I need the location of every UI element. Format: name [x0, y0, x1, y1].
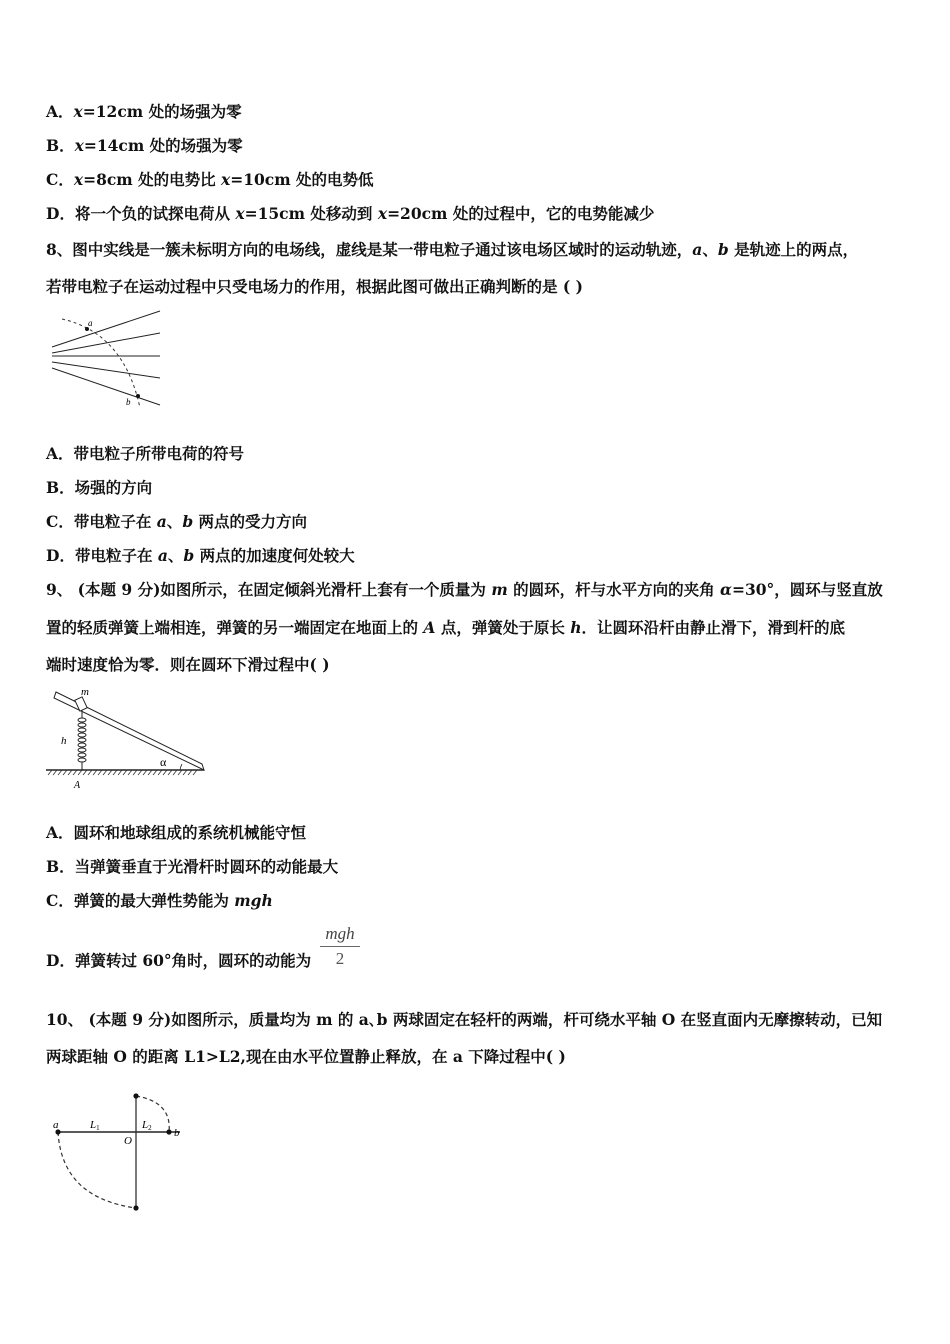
q8-stem-line1: 8、图中实线是一簇未标明方向的电场线，虚线是某一带电粒子通过该电场区域时的运动轨迹，a、b 是轨迹上的两点， [46, 240, 859, 259]
ball-b-top-position [133, 1093, 138, 1098]
q10-stem-line1: 10、 (本题 9 分)如图所示，质量均为 m 的 a､b 两球固定在轻杆的两端，杆可绕水平轴 O 在竖直面内无摩擦转动，已知 [46, 1010, 883, 1029]
label-L1: L1 [90, 1119, 100, 1132]
q9-stem-line1: 9、 (本题 9 分)如图所示，在固定倾斜光滑杆上套有一个质量为 m 的圆环，杆与水平方向的夹角 α=30°，圆环与竖直放 [46, 580, 883, 599]
q7-option-d: D．将一个负的试探电荷从 x=15cm 处移动到 x=20cm 处的过程中，它的电势能减少 [46, 204, 655, 223]
field-line [52, 362, 160, 378]
q9-option-a: A．圆环和地球组成的系统机械能守恒 [46, 823, 307, 842]
q8-option-c: C．带电粒子在 a、b 两点的受力方向 [46, 512, 308, 531]
label-a: a [53, 1119, 59, 1131]
angle-arc [180, 764, 182, 770]
field-line [52, 368, 160, 405]
q7-option-a: A．x=12cm 处的场强为零 [46, 102, 242, 121]
path-b-dashed [136, 1096, 169, 1132]
fraction-numerator: mgh [325, 924, 355, 943]
ball-b [166, 1129, 171, 1134]
q8-option-d: D．带电粒子在 a、b 两点的加速度何处较大 [46, 546, 355, 565]
q10-rotating-rod-figure [44, 1088, 194, 1218]
fraction-bar [320, 946, 360, 947]
point-a-label: a [88, 318, 93, 328]
q8-option-a: A．带电粒子所带电荷的符号 [46, 444, 245, 463]
q9-incline-spring-figure [44, 684, 214, 792]
label-A: A [74, 780, 81, 791]
fraction-mgh-over-2 [320, 924, 360, 969]
q7-option-c: C．x=8cm 处的电势比 x=10cm 处的电势低 [46, 170, 374, 189]
ball-a-bottom-position [133, 1205, 138, 1210]
q9-option-d: D．弹簧转过 60°角时，圆环的动能为 [46, 951, 312, 970]
q9-stem-line2: 置的轻质弹簧上端相连，弹簧的另一端固定在地面上的 A 点，弹簧处于原长 h．让圆环沿杆由静止滑下，滑到杆的底 [46, 618, 846, 637]
point-b-label: b [126, 397, 131, 407]
q8-option-b: B．场强的方向 [46, 478, 153, 497]
q8-field-lines-figure [44, 305, 174, 415]
fraction-denominator: 2 [335, 949, 345, 968]
label-O: O [124, 1135, 132, 1147]
q9-stem-line3: 端时速度恰为零．则在圆环下滑过程中( ) [46, 655, 330, 674]
field-line [52, 333, 160, 353]
spring [78, 710, 86, 770]
q9-option-c: C．弹簧的最大弹性势能为 mgh [46, 891, 273, 910]
q7-option-b: B．x=14cm 处的场强为零 [46, 136, 243, 155]
label-b: b [174, 1127, 180, 1139]
label-m: m [81, 686, 89, 698]
q8-stem-line2: 若带电粒子在运动过程中只受电场力的作用，根据此图可做出正确判断的是 ( ) [46, 277, 583, 296]
point-b-dot [136, 394, 140, 398]
label-L2: L2 [142, 1119, 152, 1132]
label-alpha: α [160, 755, 167, 769]
label-h: h [61, 735, 67, 747]
q10-stem-line2: 两球距轴 O 的距离 L1>L2,现在由水平位置静止释放，在 a 下降过程中( ) [46, 1047, 566, 1066]
q9-option-b: B．当弹簧垂直于光滑杆时圆环的动能最大 [46, 857, 339, 876]
